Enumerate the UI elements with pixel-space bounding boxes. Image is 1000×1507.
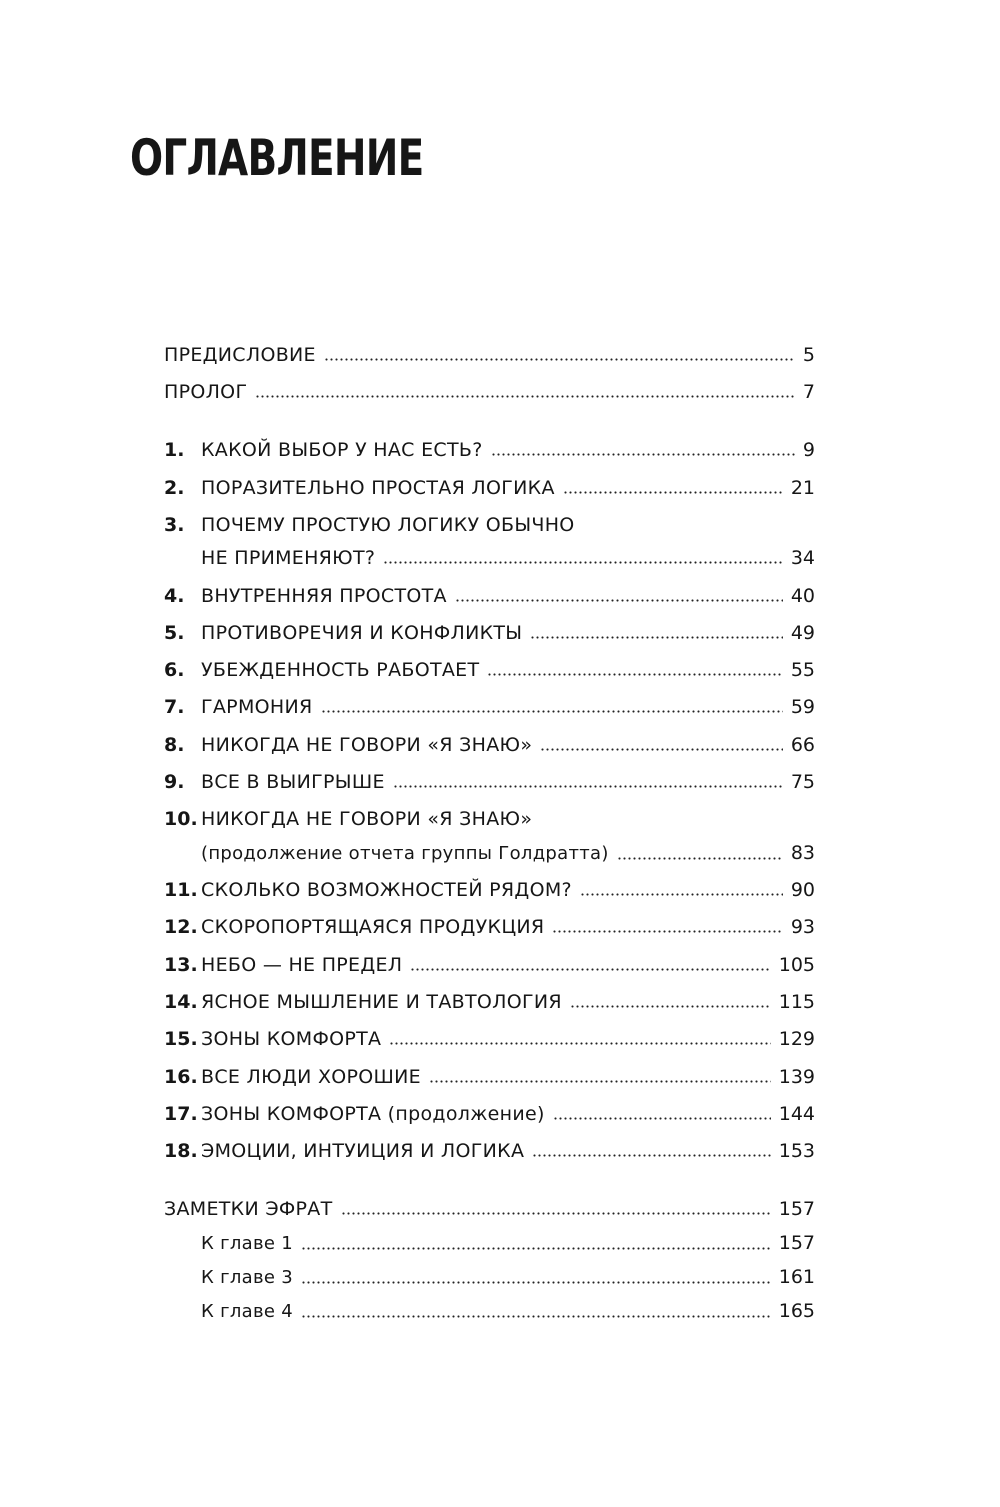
toc-entry-chapter-16[interactable]: [164, 1065, 815, 1089]
toc-entry-chapter-14[interactable]: [164, 990, 815, 1014]
toc-page-number: 157: [778, 1232, 815, 1254]
dot-leader: [389, 1040, 770, 1046]
chapter-number: 6.: [164, 659, 185, 681]
dot-leader: [455, 597, 783, 603]
toc-label: ПОЧЕМУ ПРОСТУЮ ЛОГИКУ ОБЫЧНО: [201, 514, 575, 536]
toc-entry-chapter-7[interactable]: [164, 695, 815, 719]
toc-entry-chapter-4[interactable]: [164, 584, 815, 608]
toc-label: К главе 1: [201, 1233, 294, 1254]
chapter-number: 2.: [164, 477, 185, 499]
chapter-number: 4.: [164, 585, 185, 607]
toc-entry-chapter-2[interactable]: [164, 476, 815, 500]
toc-page-number: 144: [778, 1103, 815, 1125]
dot-leader: [530, 634, 782, 640]
toc-label: К главе 4: [201, 1301, 294, 1322]
dot-leader: [393, 783, 783, 789]
dot-leader: [301, 1279, 771, 1285]
toc-page-number: 9: [802, 439, 815, 461]
dot-leader: [429, 1078, 771, 1084]
toc-page-number: 153: [778, 1140, 815, 1162]
toc-entry-chapter-10[interactable]: [164, 807, 815, 831]
toc-page-number: 49: [790, 622, 815, 644]
toc-page-number: 83: [790, 842, 815, 864]
toc-page-number: 157: [778, 1198, 815, 1220]
dot-leader: [617, 855, 783, 861]
toc-entry-chapter-12[interactable]: [164, 915, 815, 939]
chapter-number: 3.: [164, 514, 185, 536]
toc-entry-chapter-1[interactable]: [164, 438, 815, 462]
toc-label: ПРОТИВОРЕЧИЯ И КОНФЛИКТЫ: [201, 622, 523, 644]
dot-leader: [540, 746, 783, 752]
toc-page-number: 5: [802, 344, 815, 366]
dot-leader: [255, 393, 795, 399]
toc-label: К главе 3: [201, 1267, 294, 1288]
dot-leader: [321, 708, 783, 714]
toc-label: ПРОЛОГ: [164, 381, 248, 403]
toc-page-number: 59: [790, 696, 815, 718]
toc-label: ЗОНЫ КОМФОРТА: [201, 1028, 382, 1050]
dot-leader: [383, 559, 783, 565]
dot-leader: [301, 1245, 771, 1251]
toc-entry-notes-chapter-3[interactable]: [164, 1265, 815, 1290]
chapter-number: 5.: [164, 622, 185, 644]
toc-label: ЗАМЕТКИ ЭФРАТ: [164, 1198, 333, 1220]
chapter-number: 17.: [164, 1103, 198, 1125]
dot-leader: [580, 891, 783, 897]
chapter-number: 15.: [164, 1028, 198, 1050]
toc-entry-chapter-5[interactable]: [164, 621, 815, 645]
toc-label: СКОРОПОРТЯЩАЯСЯ ПРОДУКЦИЯ: [201, 916, 545, 938]
dot-leader: [324, 356, 795, 362]
dot-leader: [532, 1152, 770, 1158]
toc-page-number: 161: [778, 1266, 815, 1288]
toc-page-number: 115: [778, 991, 815, 1013]
dot-leader: [552, 928, 782, 934]
toc-label: ПОРАЗИТЕЛЬНО ПРОСТАЯ ЛОГИКА: [201, 477, 555, 499]
dot-leader: [570, 1003, 771, 1009]
chapter-number: 13.: [164, 954, 198, 976]
toc-page-number: 139: [778, 1066, 815, 1088]
page-title: ОГЛАВЛЕНИЕ: [130, 129, 424, 187]
chapter-number: 11.: [164, 879, 198, 901]
toc-label: ВНУТРЕННЯЯ ПРОСТОТА: [201, 585, 447, 607]
toc-page-number: 105: [778, 954, 815, 976]
toc-page-number: 165: [778, 1300, 815, 1322]
toc-entry-chapter-18[interactable]: [164, 1139, 815, 1163]
toc-label: КАКОЙ ВЫБОР У НАС ЕСТЬ?: [201, 439, 483, 461]
toc-page-number: 21: [790, 477, 815, 499]
toc-label: ЭМОЦИИ, ИНТУИЦИЯ И ЛОГИКА: [201, 1140, 525, 1162]
toc-page-number: 75: [790, 771, 815, 793]
toc-entry-chapter-11[interactable]: [164, 878, 815, 902]
toc-label: ВСЕ ЛЮДИ ХОРОШИЕ: [201, 1066, 421, 1088]
toc-page-number: 7: [802, 381, 815, 403]
toc-entry-preface[interactable]: [164, 343, 815, 367]
toc-page-number: 93: [790, 916, 815, 938]
dot-leader: [410, 966, 770, 972]
toc-entry-chapter-9[interactable]: [164, 770, 815, 794]
toc-label: ЗОНЫ КОМФОРТА (продолжение): [201, 1103, 545, 1125]
toc-entry-chapter-10-continued[interactable]: [164, 841, 815, 866]
toc-entry-notes[interactable]: [164, 1197, 815, 1221]
toc-label: НЕБО — НЕ ПРЕДЕЛ: [201, 954, 403, 976]
chapter-number: 1.: [164, 439, 185, 461]
toc-entry-chapter-3-continued[interactable]: [164, 546, 815, 570]
dot-leader: [491, 451, 795, 457]
toc-page-number: 129: [778, 1028, 815, 1050]
dot-leader: [487, 671, 782, 677]
toc-label: ЯСНОЕ МЫШЛЕНИЕ И ТАВТОЛОГИЯ: [201, 991, 562, 1013]
toc-entry-chapter-13[interactable]: [164, 953, 815, 977]
dot-leader: [563, 489, 783, 495]
toc-page-number: 40: [790, 585, 815, 607]
dot-leader: [301, 1313, 771, 1319]
chapter-number: 16.: [164, 1066, 198, 1088]
toc-entry-prologue[interactable]: [164, 380, 815, 404]
toc-label: НИКОГДА НЕ ГОВОРИ «Я ЗНАЮ»: [201, 808, 533, 830]
chapter-number: 8.: [164, 734, 185, 756]
toc-entry-notes-chapter-1[interactable]: [164, 1231, 815, 1256]
toc-entry-chapter-6[interactable]: [164, 658, 815, 682]
toc-entry-notes-chapter-4[interactable]: [164, 1299, 815, 1324]
toc-entry-chapter-15[interactable]: [164, 1027, 815, 1051]
toc-page-number: 55: [790, 659, 815, 681]
toc-label: ВСЕ В ВЫИГРЫШЕ: [201, 771, 385, 793]
toc-label: НИКОГДА НЕ ГОВОРИ «Я ЗНАЮ»: [201, 734, 533, 756]
chapter-number: 9.: [164, 771, 185, 793]
toc-entry-chapter-17[interactable]: [164, 1102, 815, 1126]
toc-label-continued: (продолжение отчета группы Голдратта): [201, 843, 609, 864]
chapter-number: 12.: [164, 916, 198, 938]
chapter-number: 18.: [164, 1140, 198, 1162]
toc-page-number: 66: [790, 734, 815, 756]
chapter-number: 10.: [164, 808, 198, 830]
dot-leader: [553, 1115, 771, 1121]
toc-entry-chapter-8[interactable]: [164, 733, 815, 757]
toc-page-number: 90: [790, 879, 815, 901]
toc-label: ПРЕДИСЛОВИЕ: [164, 344, 316, 366]
toc-entry-chapter-3[interactable]: [164, 513, 815, 537]
toc-label-continued: НЕ ПРИМЕНЯЮТ?: [201, 547, 376, 569]
toc-label: УБЕЖДЕННОСТЬ РАБОТАЕТ: [201, 659, 480, 681]
toc-label: ГАРМОНИЯ: [201, 696, 313, 718]
dot-leader: [341, 1210, 771, 1216]
chapter-number: 7.: [164, 696, 185, 718]
chapter-number: 14.: [164, 991, 198, 1013]
toc-page-number: 34: [790, 547, 815, 569]
toc-label: СКОЛЬКО ВОЗМОЖНОСТЕЙ РЯДОМ?: [201, 879, 572, 901]
